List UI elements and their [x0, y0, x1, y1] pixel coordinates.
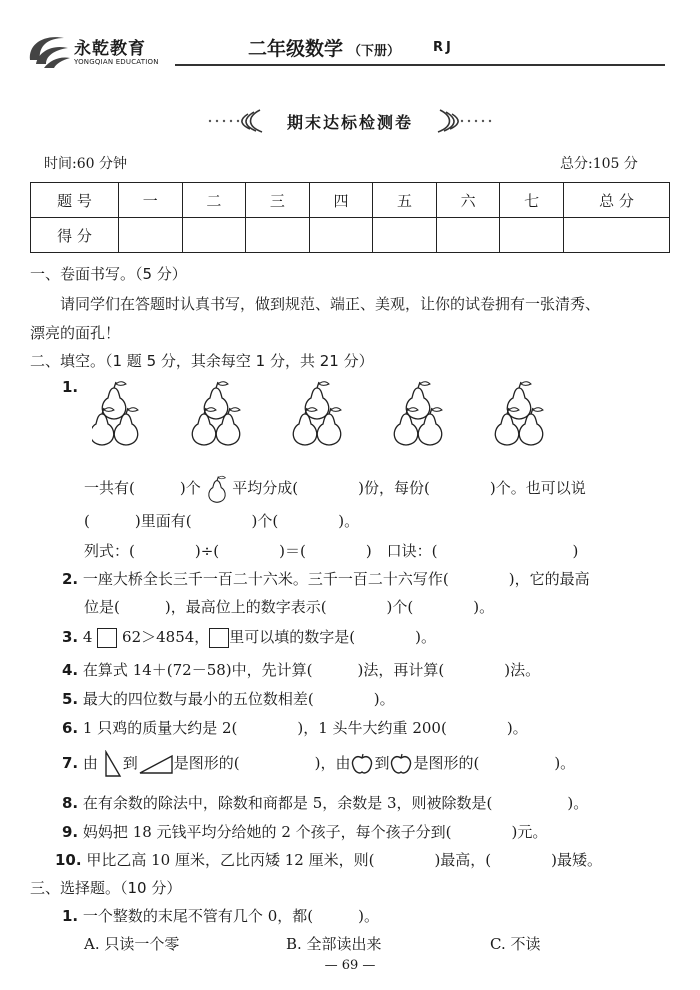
subject-title: 二年级数学 — [248, 38, 344, 60]
q7-text: 是图形的( )，由 — [173, 754, 351, 772]
q6-text: 1 只鸡的质量大约是 2( )，1 头牛大约重 200( )。 — [82, 719, 528, 737]
score-table-header-row — [31, 183, 670, 218]
q4-text: 在算式 14＋(72－58)中，先计算( )法，再计算( )法。 — [82, 661, 541, 679]
q3-text: 62＞4854， — [122, 628, 210, 646]
table-cell: 三 — [246, 183, 310, 218]
score-cell[interactable] — [564, 218, 670, 253]
section-2-heading: 二、填空。（1 题 5 分，其余每空 1 分，共 21 分） — [30, 352, 374, 370]
q7-text: 到 — [122, 754, 138, 772]
header-rule — [175, 64, 665, 66]
time-label: 时间:60 分钟 — [44, 156, 127, 172]
table-cell: 得 分 — [31, 218, 119, 253]
question-number: 10. — [55, 851, 82, 869]
section-3-heading: 三、选择题。（10 分） — [30, 879, 182, 897]
apple-icon — [350, 752, 374, 776]
question-number: 7. — [62, 754, 79, 772]
score-table-score-row — [31, 218, 670, 253]
q3-text-tail: 里可以填的数字是( )。 — [229, 628, 437, 646]
choice-question-1 — [62, 905, 379, 926]
table-cell: 五 — [373, 183, 437, 218]
table-cell: 七 — [500, 183, 564, 218]
section-1-heading: 一、卷面书写。（5 分） — [30, 265, 187, 283]
question-number: 2. — [62, 570, 79, 588]
q1-line-2: ( )里面有( )个( )。 — [84, 512, 360, 530]
option-a[interactable]: A. 只读一个零 — [84, 935, 180, 953]
question-number: 1. — [62, 907, 79, 925]
option-b[interactable]: B. 全部读出来 — [286, 935, 382, 953]
question-4 — [62, 659, 540, 680]
table-cell: 四 — [309, 183, 373, 218]
question-number: 1. — [62, 378, 79, 396]
table-cell: 总 分 — [564, 183, 670, 218]
question-9 — [62, 821, 547, 842]
section-1-body-line-2: 漂亮的面孔！ — [30, 324, 121, 342]
q1-text-b: 平均分成( )份，每份( )个。也可以说 — [232, 479, 586, 497]
score-table — [30, 182, 670, 253]
question-number: 9. — [62, 823, 79, 841]
table-cell: 六 — [436, 183, 500, 218]
score-cell[interactable] — [500, 218, 564, 253]
logo-subtitle: YONGQIAN EDUCATION — [74, 58, 159, 66]
question-3 — [62, 626, 436, 648]
question-number: 5. — [62, 690, 79, 708]
question-6 — [62, 717, 528, 738]
pear-icon — [206, 475, 228, 503]
table-cell: 题 号 — [31, 183, 119, 218]
page-number: — 69 — — [324, 958, 376, 973]
q8-text: 在有余数的除法中，除数和商都是 5，余数是 3，则被除数是( )。 — [82, 794, 589, 812]
question-number: 4. — [62, 661, 79, 679]
q5-text: 最大的四位数与最小的五位数相差( )。 — [82, 690, 395, 708]
edition-label: RJ — [433, 40, 454, 55]
blank-box[interactable] — [97, 628, 117, 648]
table-cell: 二 — [182, 183, 246, 218]
question-number: 3. — [62, 628, 79, 646]
q1-text-a: 一共有( )个 — [84, 479, 201, 497]
score-cell[interactable] — [119, 218, 183, 253]
q7-text: 是图形的( )。 — [413, 754, 576, 772]
question-5 — [62, 688, 395, 709]
volume-label: （下册） — [348, 44, 401, 59]
question-2 — [62, 568, 590, 589]
score-cell[interactable] — [182, 218, 246, 253]
question-7 — [62, 750, 575, 778]
pear-groups-illustration — [92, 378, 592, 454]
option-c[interactable]: C. 不读 — [490, 935, 541, 953]
question-8 — [62, 792, 588, 813]
q1-line-1 — [84, 475, 586, 503]
blank-box[interactable] — [209, 628, 229, 648]
apple-icon — [389, 752, 413, 776]
exam-title: 期末达标检测卷 — [286, 113, 413, 132]
q2-line-2: 位是( )，最高位上的数字表示( )个( )。 — [84, 598, 495, 616]
table-cell: 一 — [119, 183, 183, 218]
choice-q1-text: 一个整数的末尾不管有几个 0，都( )。 — [82, 907, 379, 925]
sheared-triangle-icon — [138, 753, 174, 775]
section-1-body-line-1: 请同学们在答题时认真书写，做到规范、端正、美观，让你的试卷拥有一张清秀、 — [60, 295, 601, 313]
q3-digit: 4 — [82, 628, 93, 646]
q9-text: 妈妈把 18 元钱平均分给她的 2 个孩子，每个孩子分到( )元。 — [82, 823, 548, 841]
question-10 — [55, 849, 602, 870]
score-cell[interactable] — [436, 218, 500, 253]
q1-line-3: 列式：( )÷( )＝( ) 口诀：( ) — [84, 542, 579, 560]
question-number: 6. — [62, 719, 79, 737]
score-cell[interactable] — [246, 218, 310, 253]
q7-text: 由 — [82, 754, 98, 772]
right-triangle-icon — [103, 750, 123, 778]
q2-text: 一座大桥全长三千一百二十六米。三千一百二十六写作( )，它的最高 — [82, 570, 590, 588]
q10-text: 甲比乙高 10 厘米，乙比丙矮 12 厘米，则( )最高，( )最矮。 — [86, 851, 603, 869]
total-score-label: 总分:105 分 — [560, 156, 638, 172]
score-cell[interactable] — [373, 218, 437, 253]
score-cell[interactable] — [309, 218, 373, 253]
logo-title: 永乾教育 — [74, 39, 146, 59]
question-number: 8. — [62, 794, 79, 812]
q7-text: 到 — [374, 754, 390, 772]
